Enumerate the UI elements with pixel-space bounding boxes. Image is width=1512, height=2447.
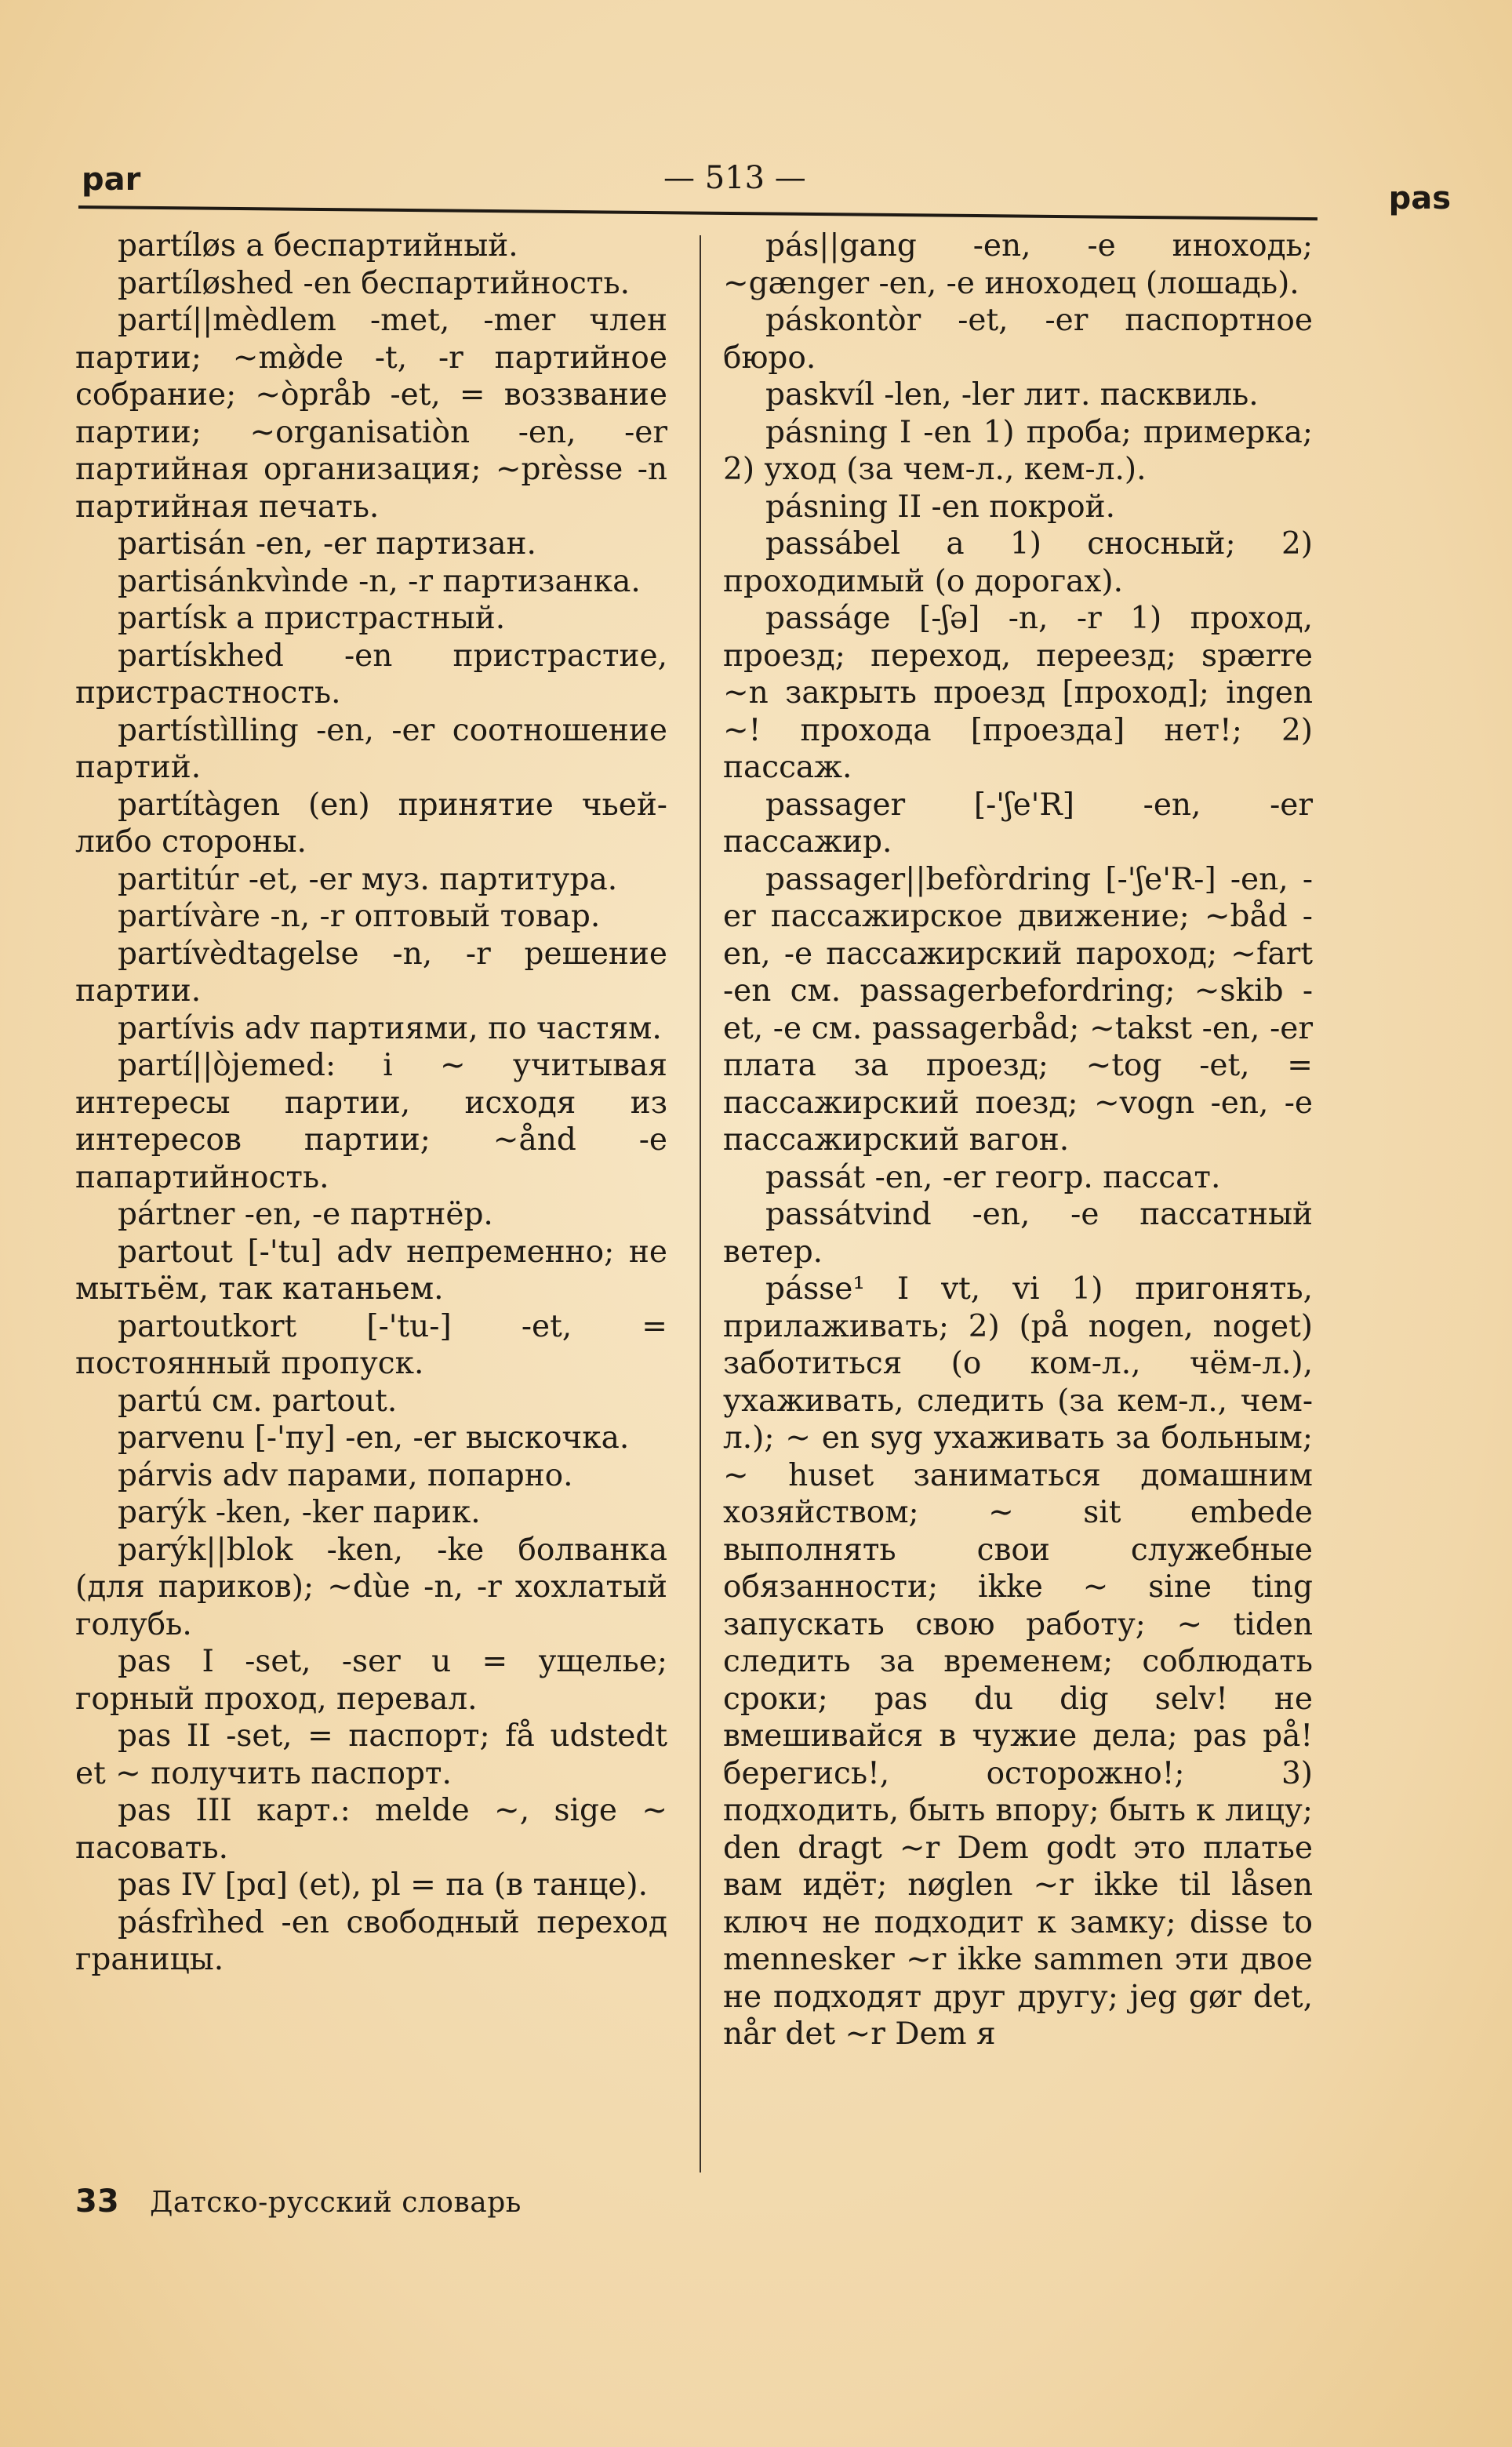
dictionary-entry: parýk||blok -ken, -ke болванка (для париков); ~dùe -n, -r хохлатый голубь. (75, 1532, 667, 1642)
dictionary-entry: páskontòr -et, -er паспортное бюро. (723, 303, 1313, 376)
dictionary-entry: pásse¹ I vt, vi 1) пригонять, прилаживать; 2) (på nogen, noget) заботиться (о ком-л., чём-л.), ухаживать, следить (за кем-л., чем-л.); ~ en syg ухаживать за больным; ~ huset заниматься домашним хозяйством; ~ sit embede выполнять свои служебные обязанности; ikke ~ sine ting запускать свою работу; ~ tiden следить за временем; соблюдать сроки; pas du dig selv! не вмешивайся в чужие дела; pas på! берегись!, осторожно!; 3) подходить, быть впору; быть к лицу; den dragt ~r Dem godt это платье вам идёт; nøglen ~r ikke til låsen ключ не подходит к замку; disse to mennesker ~r ikke sammen эти двое не подходят друг другу; jeg gør det, når det ~r Dem я (723, 1271, 1313, 2052)
dictionary-entry: pás||gang -en, -e иноходь; ~gænger -en, -e иноходец (лошадь). (723, 228, 1313, 301)
dictionary-entry: passábel a 1) сносный; 2) проходимый (о дорогах). (723, 526, 1313, 599)
dictionary-entry: parvenu [-'пу] -en, -er выскочка. (118, 1420, 630, 1456)
dictionary-entry: partoutkort [-'tu-] -et, = постоянный пропуск. (75, 1308, 667, 1381)
left-column (75, 227, 667, 1979)
dictionary-entry: partívèdtagelse -n, -r решение партии. (75, 936, 667, 1009)
dictionary-entry: partískhed -en пристрастие, пристрастность. (75, 638, 667, 711)
dictionary-entry: passager||befòrdring [-'ʃe'R-] -en, -er пассажирское движение; ~båd -en, -e пассажирский пароход; ~fart -en см. passagerbefordring; ~skib -et, -e см. passagerbåd; ~takst -en, -er плата за проезд; ~tog -et, = пассажирский поезд; ~vogn -en, -e пассажирский вагон. (723, 861, 1313, 1158)
dictionary-entry: partíløs a беспартийный. (118, 228, 518, 264)
dictionary-entry: pásning II -en покрой. (765, 489, 1115, 525)
dictionary-entry: partout [-'tu] adv непременно; не мытьём, так катаньем. (75, 1234, 667, 1307)
dictionary-entry: partívàre -n, -r оптовый товар. (118, 899, 601, 934)
book-title: Датско-русский словарь (150, 2187, 522, 2219)
right-column (723, 227, 1313, 2053)
dictionary-entry: paskvíl -len, -ler лит. пасквиль. (765, 377, 1259, 413)
dictionary-entry: passátvind -en, -e пассатный ветер. (723, 1197, 1313, 1270)
dictionary-entry: partístìlling -en, -er соотношение партий. (75, 712, 667, 785)
dictionary-entry: partú см. partout. (118, 1383, 398, 1419)
dictionary-entry: partíløshed -en беспартийность. (118, 265, 631, 301)
right-running-headword: pas (1388, 180, 1451, 216)
dictionary-entry: pásning I -en 1) проба; примерка; 2) уход (за чем-л., кем-л.). (723, 414, 1313, 487)
dictionary-entry: passáge [-ʃə] -n, -r 1) проход, проезд; переход, переезд; spærre ~n закрыть проезд [проход]; ingen ~! прохода [проезда] нет!; 2) пассаж. (723, 601, 1313, 785)
dictionary-entry: partí||òjemed: i ~ учитывая интересы партии, исходя из интересов партии; ~ånd -e папартийность. (75, 1048, 667, 1195)
dictionary-entry: pas I -set, -ser u = ущелье; горный проход, перевал. (75, 1644, 667, 1717)
dictionary-entry: pas II -set, = паспорт; få udstedt et ~ получить паспорт. (75, 1718, 667, 1791)
dictionary-entry: partítàgen (en) принятие чьей-либо стороны. (75, 787, 667, 860)
dictionary-entry: pártner -en, -e партнёр. (118, 1197, 493, 1232)
dictionary-entry: partitúr -et, -er муз. партитура. (118, 861, 618, 897)
dictionary-entry: partísk a пристрастный. (118, 601, 506, 636)
left-running-headword: par (82, 162, 141, 198)
dictionary-entry: partisánkvìnde -n, -r партизанка. (118, 563, 641, 599)
dictionary-entry: passager [-'ʃe'R] -en, -er пассажир. (723, 787, 1313, 860)
dictionary-entry: partisán -en, -er партизан. (118, 526, 536, 562)
dictionary-entry: parýk -ken, -ker парик. (118, 1495, 481, 1530)
dictionary-entry: partí||mèdlem -met, -mer член партии; ~mø̀de -t, -r партийное собрание; ~òpråb -et, = воззвание партии; ~organisatiòn -en, -er партийная организация; ~prèsse -n партийная печать. (75, 303, 667, 525)
column-divider (700, 235, 701, 2172)
page-footer (75, 2183, 687, 2220)
dictionary-entry: párvis adv парами, попарно. (118, 1457, 573, 1493)
dictionary-entry: pásfrìhed -en свободный переход границы. (75, 1904, 667, 1977)
signature-number: 33 (75, 2183, 119, 2220)
page-number: — 513 — (663, 160, 806, 196)
dictionary-entry: pas III карт.: melde ~, sige ~ пасовать. (75, 1793, 667, 1866)
dictionary-entry: passát -en, -er геогр. пассат. (765, 1159, 1221, 1195)
dictionary-entry: pas IV [pɑ] (et), pl = па (в танце). (118, 1867, 649, 1903)
dictionary-entry: partívis adv партиями, по частям. (118, 1010, 662, 1046)
